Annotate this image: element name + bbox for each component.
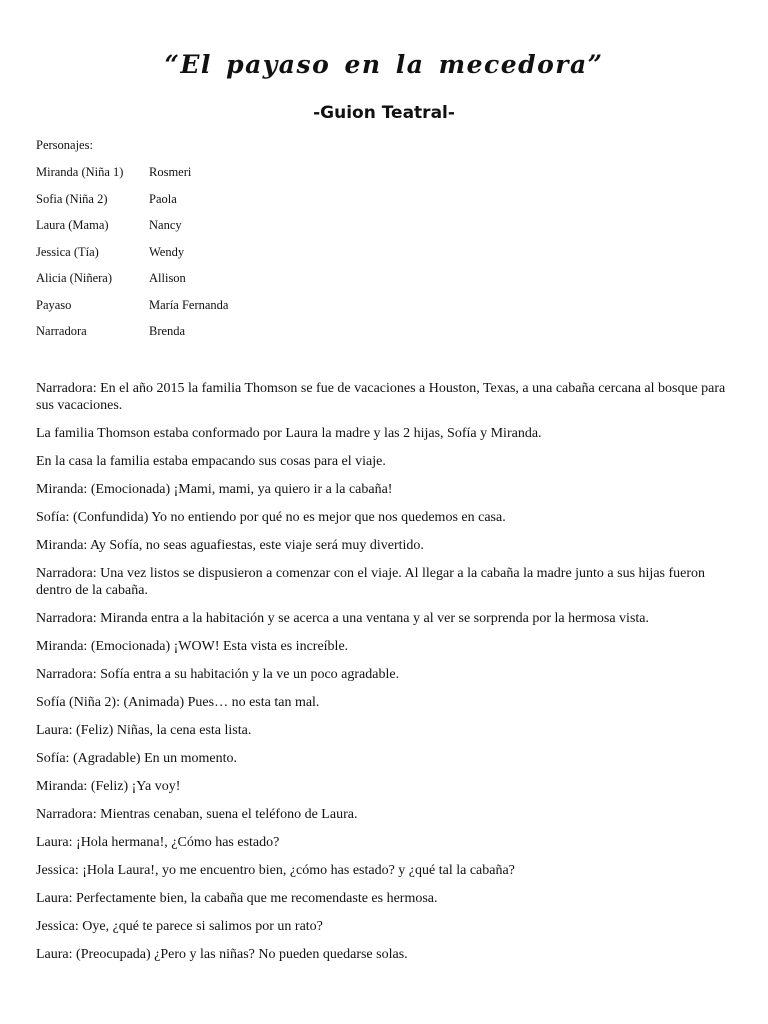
cast-role: Miranda (Niña 1) <box>36 165 124 179</box>
script-line: Miranda: Ay Sofía, no seas aguafiestas, este viaje será muy divertido. <box>36 538 424 553</box>
script-line: La familia Thomson estaba conformado por Laura la madre y las 2 hijas, Sofía y Miranda. <box>36 426 542 441</box>
cast-actor: Allison <box>149 271 186 285</box>
script-line: Laura: (Preocupada) ¿Pero y las niñas? No pueden quedarse solas. <box>36 947 408 962</box>
cast-row <box>36 271 336 298</box>
script-line: Narradora: Mientras cenaban, suena el teléfono de Laura. <box>36 807 358 822</box>
cast-role: Alicia (Niñera) <box>36 271 113 285</box>
cast-row <box>36 218 336 245</box>
cast-row <box>36 298 336 325</box>
script-line: Jessica: Oye, ¿qué te parece si salimos por un rato? <box>36 919 323 934</box>
script-line: Narradora: Miranda entra a la habitación y se acerca a una ventana y al ver se sorprenda por la hermosa vista. <box>36 611 649 626</box>
cast-actor: Wendy <box>149 244 185 259</box>
cast-actor: Rosmeri <box>149 165 192 179</box>
cast-role: Payaso <box>36 297 72 312</box>
document-subtitle: -Guion Teatral- <box>313 103 455 123</box>
script-line: Laura: (Feliz) Niñas, la cena esta lista. <box>36 723 252 738</box>
cast-actor: Nancy <box>149 218 182 232</box>
script-line: Sofía: (Confundida) Yo no entiendo por qué no es mejor que nos quedemos en casa. <box>36 510 506 525</box>
cast-role: Jessica (Tía) <box>36 244 99 259</box>
cast-role: Sofia (Niña 2) <box>36 191 108 206</box>
script-line: Narradora: Sofía entra a su habitación y la ve un poco agradable. <box>36 667 400 682</box>
cast-actor: María Fernanda <box>149 297 229 312</box>
document-title: “El payaso en la mecedora” <box>164 50 604 79</box>
cast-heading: Personajes: <box>36 138 93 152</box>
cast-row <box>36 165 336 192</box>
script-line: Narradora: En el año 2015 la familia Thomson se fue de vacaciones a Houston, Texas, a una cabaña cercana al bosque para sus vacaciones. <box>36 381 726 413</box>
script-line: Sofía (Niña 2): (Animada) Pues… no esta tan mal. <box>36 695 320 710</box>
cast-row <box>36 324 336 351</box>
cast-actor: Paola <box>149 191 177 206</box>
script-line: Narradora: Una vez listos se dispusieron a comenzar con el viaje. Al llegar a la cabaña la madre junto a sus hijas fueron dentro de la cabaña. <box>36 566 706 598</box>
cast-role: Narradora <box>36 324 87 338</box>
script-line: Laura: ¡Hola hermana!, ¿Cómo has estado? <box>36 835 280 850</box>
cast-row <box>36 192 336 219</box>
script-line: Miranda: (Feliz) ¡Ya voy! <box>36 779 181 794</box>
script-line: Jessica: ¡Hola Laura!, yo me encuentro bien, ¿cómo has estado? y ¿qué tal la cabaña? <box>36 863 515 878</box>
cast-list <box>36 165 336 351</box>
script-line: Sofía: (Agradable) En un momento. <box>36 751 238 766</box>
script-line: Miranda: (Emocionada) ¡WOW! Esta vista es increíble. <box>36 639 349 654</box>
script-line: En la casa la familia estaba empacando sus cosas para el viaje. <box>36 454 386 469</box>
script-body <box>36 380 736 974</box>
cast-row <box>36 245 336 272</box>
script-line: Laura: Perfectamente bien, la cabaña que me recomendaste es hermosa. <box>36 891 438 906</box>
script-line: Miranda: (Emocionada) ¡Mami, mami, ya quiero ir a la cabaña! <box>36 482 393 497</box>
cast-actor: Brenda <box>149 324 186 338</box>
cast-role: Laura (Mama) <box>36 218 109 232</box>
